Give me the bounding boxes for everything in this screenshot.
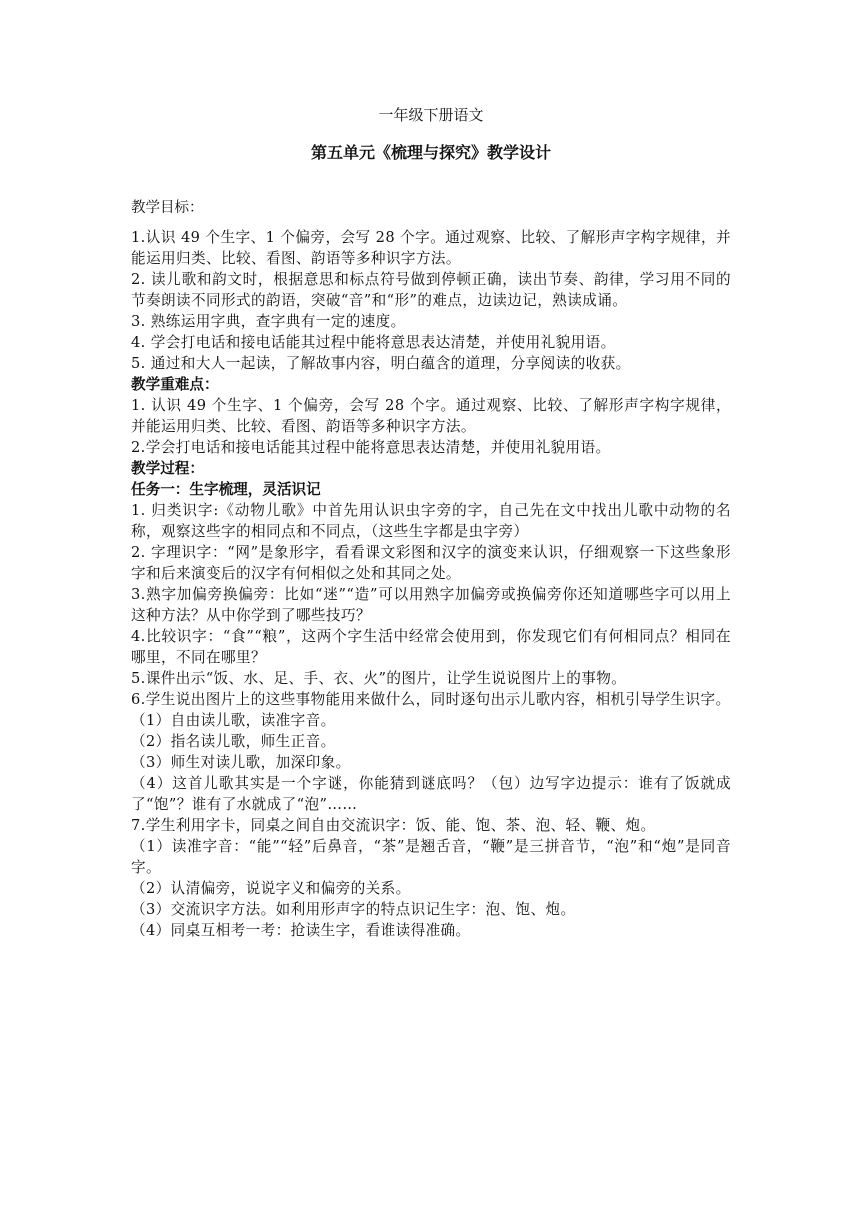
document-page — [131, 104, 731, 941]
process-item: （2）指名读儿歌，师生正音。 — [131, 733, 336, 750]
objective-item: 4. 学会打电话和接电话能其过程中能将意思表达清楚，并使用礼貌用语。 — [131, 334, 616, 351]
process-item: （2）认清偏旁，说说字义和偏旁的关系。 — [131, 880, 411, 897]
key-points-heading: 教学重难点： — [131, 376, 219, 393]
objectives-heading: 教学目标： — [131, 200, 204, 216]
process-list — [131, 500, 731, 941]
objective-item: 5. 通过和大人一起读，了解故事内容，明白蕴含的道理，分享阅读的收获。 — [131, 355, 631, 372]
objective-item: 1.认识 49 个生字、1 个偏旁，会写 28 个字。通过观察、比较、了解形声字构字规律，并能运用归类、比较、看图、韵语等多种识字方法。 — [131, 229, 731, 267]
process-item: 5.课件出示“饭、水、足、手、衣、火”的图片，让学生说说图片上的事物。 — [131, 670, 627, 687]
process-item: （1）读准字音：“能”“轻”后鼻音，“茶”是翘舌音，“鞭”是三拼音节，“泡”和“炮”是同音字。 — [131, 838, 731, 876]
process-item: 4.比较识字：“食”“粮”，这两个字生活中经常会使用到，你发现它们有何相同点？相同在哪里，不同在哪里？ — [131, 628, 731, 666]
process-item: （4）同桌互相考一考：抢读生字，看谁读得准确。 — [131, 922, 471, 939]
task-heading: 任务一：生字梳理，灵活识记 — [131, 481, 321, 498]
unit-title: 第五单元《梳理与探究》教学设计 — [310, 143, 551, 162]
grade-title: 一年级下册语文 — [378, 106, 484, 124]
process-item: （1）自由读儿歌，读准字音。 — [131, 712, 336, 729]
process-item: 1. 归类识字:《动物儿歌》中首先用认识虫字旁的字，自己先在文中找出儿歌中动物的名称，观察这些字的相同点和不同点，（这些生字都是虫字旁） — [131, 502, 731, 540]
process-item: 6.学生说出图片上的这些事物能用来做什么，同时逐句出示儿歌内容，相机引导学生识字。 — [131, 691, 731, 708]
process-heading: 教学过程： — [131, 460, 204, 477]
key-points-list — [131, 395, 731, 458]
process-item: 7.学生利用字卡，同桌之间自由交流识字：饭、能、饱、茶、泡、轻、鞭、炮。 — [131, 817, 656, 834]
process-item: 3.熟字加偏旁换偏旁：比如“迷”“造”可以用熟字加偏旁或换偏旁你还知道哪些字可以用上这种方法？从中你学到了哪些技巧？ — [131, 586, 731, 624]
process-item: 2. 字理识字：“网”是象形字，看看课文彩图和汉字的演变来认识，仔细观察一下这些象形字和后来演变后的汉字有何相似之处和其同之处。 — [131, 544, 731, 582]
objective-item: 2. 读儿歌和韵文时，根据意思和标点符号做到停顿正确，读出节奏、韵律，学习用不同的节奏朗读不同形式的韵语，突破“音”和“形”的难点，边读边记，熟读成诵。 — [131, 271, 731, 309]
key-point-item: 2.学会打电话和接电话能其过程中能将意思表达清楚，并使用礼貌用语。 — [131, 439, 611, 456]
objective-item: 3. 熟练运用字典，查字典有一定的速度。 — [131, 313, 406, 330]
objectives-list — [131, 227, 731, 374]
process-item: （3）师生对读儿歌，加深印象。 — [131, 754, 351, 771]
process-item: （3）交流识字方法。如利用形声字的特点识记生字：泡、饱、炮。 — [131, 901, 576, 918]
process-item: （4）这首儿歌其实是一个字谜，你能猜到谜底吗？（包）边写字边提示：谁有了饭就成了“饱”？谁有了水就成了“泡”…… — [131, 775, 731, 813]
key-point-item: 1. 认识 49 个生字、1 个偏旁，会写 28 个字。通过观察、比较、了解形声字构字规律，并能运用归类、比较、看图、韵语等多种识字方法。 — [131, 397, 731, 435]
